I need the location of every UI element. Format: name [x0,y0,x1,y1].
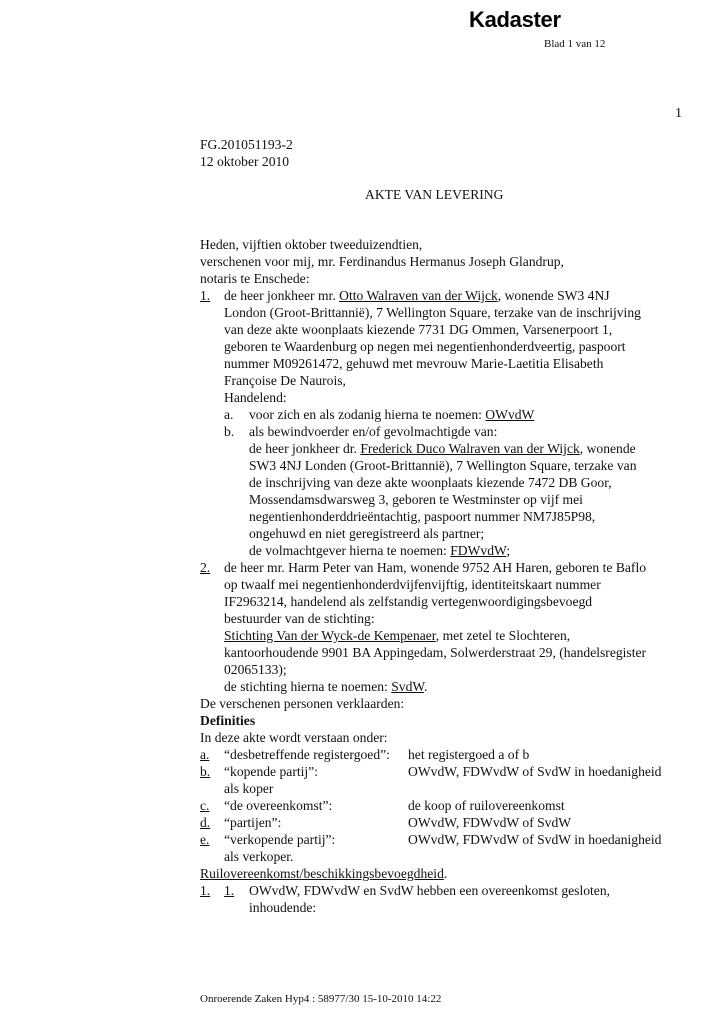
sub-line: voor zich en als zodanig hierna te noemen: OWvdW [249,407,535,422]
party-line: Stichting Van der Wyck-de Kempenaer, met zetel te Slochteren, [224,628,571,643]
definition-continuation: als verkoper. [224,849,294,864]
party-name: Frederick Duco Walraven van der Wijck [360,441,580,456]
sub-line: de heer jonkheer dr. Frederick Duco Walraven van der Wijck, wonende [249,441,636,456]
party-line: kantoorhoudende 9901 BA Appingedam, Solwerderstraat 29, (handelsregister [224,645,647,660]
party-line: nummer M09261472, gehuwd met mevrouw Marie-Laetitia Elisabeth [224,356,604,371]
party-code: SvdW [391,679,424,694]
party-line: 02065133); [224,662,287,677]
definition-value: het registergoed a of b [408,747,530,762]
sub-line: de volmachtgever hierna te noemen: FDWvdW; [249,543,511,558]
sub-line: negentienhonderddrieëntachtig, paspoort nummer NM7J85P98, [249,509,596,524]
page-indicator: Blad 1 van 12 [544,38,606,50]
party-line: de heer mr. Harm Peter van Ham, wonende 9752 AH Haren, geboren te Baflo [224,560,647,575]
party-number: 1. [200,288,211,303]
party-line: bestuurder van de stichting: [224,611,375,626]
definition-term: “partijen”: [224,815,282,830]
sub-line: SW3 4NJ Londen (Groot-Brittannië), 7 Wellington Square, terzake van [249,458,637,473]
definition-term: “desbetreffende registergoed”: [224,747,390,762]
intro-line: Heden, vijftien oktober tweeduizendtien, [200,237,423,252]
party-line: geboren te Waardenburg op negen mei negentienhonderdveertig, paspoort [224,339,626,354]
sub-line: de inschrijving van deze akte woonplaats kiezende 7472 DB Goor, [249,475,612,490]
definition-term: “de overeenkomst”: [224,798,333,813]
party-line: IF2963214, handelend als zelfstandig vertegenwoordigingsbevoegd [224,594,593,609]
sub-letter: b. [224,424,235,439]
definition-letter: a. [200,747,210,762]
document-reference: FG.201051193-2 [200,137,293,152]
definition-term: “kopende partij”: [224,764,318,779]
sub-letter: a. [224,407,234,422]
intro-line: notaris te Enschede: [200,271,310,286]
definition-continuation: als koper [224,781,274,796]
definition-value: de koop of ruilovereenkomst [408,798,565,813]
party-line: Handelend: [224,390,287,405]
section-line: OWvdW, FDWvdW en SvdW hebben een overeenkomst gesloten, [249,883,611,898]
party-line: de heer jonkheer mr. Otto Walraven van der Wijck, wonende SW3 4NJ [224,288,610,303]
definitions-intro: In deze akte wordt verstaan onder: [200,730,388,745]
definitions-heading: Definities [200,713,256,728]
definition-letter: b. [200,764,211,779]
party-number: 2. [200,560,211,575]
definition-letter: c. [200,798,210,813]
kadaster-logo: Kadaster [469,7,561,32]
section-line: inhoudende: [249,900,317,915]
sub-line: Mossendamsdwarsweg 3, geboren te Westminster op vijf mei [249,492,583,507]
sub-line: als bewindvoerder en/of gevolmachtigde van: [249,424,498,439]
definition-term: “verkopende partij”: [224,832,336,847]
sub-line: ongehuwd en niet geregistreerd als partner; [249,526,485,541]
definition-value: OWvdW, FDWvdW of SvdW [408,815,572,830]
footer-registration: Onroerende Zaken Hyp4 : 58977/30 15-10-2010 14:22 [200,993,442,1005]
subsection-number: 1. [224,883,235,898]
definition-value: OWvdW, FDWvdW of SvdW in hoedanigheid [408,832,662,847]
definition-letter: e. [200,832,210,847]
section-number: 1. [200,883,211,898]
definition-letter: d. [200,815,211,830]
declared-line: De verschenen personen verklaarden: [200,696,405,711]
page-number: 1 [675,106,682,121]
party-line: de stichting hierna te noemen: SvdW. [224,679,428,694]
party-name: Otto Walraven van der Wijck [339,288,498,303]
party-line: op twaalf mei negentienhonderdvijfenvijftig, identiteitskaart nummer [224,577,601,592]
document-title: AKTE VAN LEVERING [365,187,504,202]
party-line: van deze akte woonplaats kiezende 7731 DG Ommen, Varsenerpoort 1, [224,322,613,337]
party-line: Françoise De Naurois, [224,373,346,388]
party-line: London (Groot-Brittannië), 7 Wellington Square, terzake van de inschrijving [224,305,641,320]
definition-value: OWvdW, FDWvdW of SvdW in hoedanigheid [408,764,662,779]
section-heading: Ruilovereenkomst/beschikkingsbevoegdheid. [200,866,448,881]
party-code: OWvdW [485,407,535,422]
document-date: 12 oktober 2010 [200,154,290,169]
foundation-name: Stichting Van der Wyck-de Kempenaer [224,628,436,643]
intro-line: verschenen voor mij, mr. Ferdinandus Hermanus Joseph Glandrup, [200,254,564,269]
party-code: FDWvdW [450,543,507,558]
